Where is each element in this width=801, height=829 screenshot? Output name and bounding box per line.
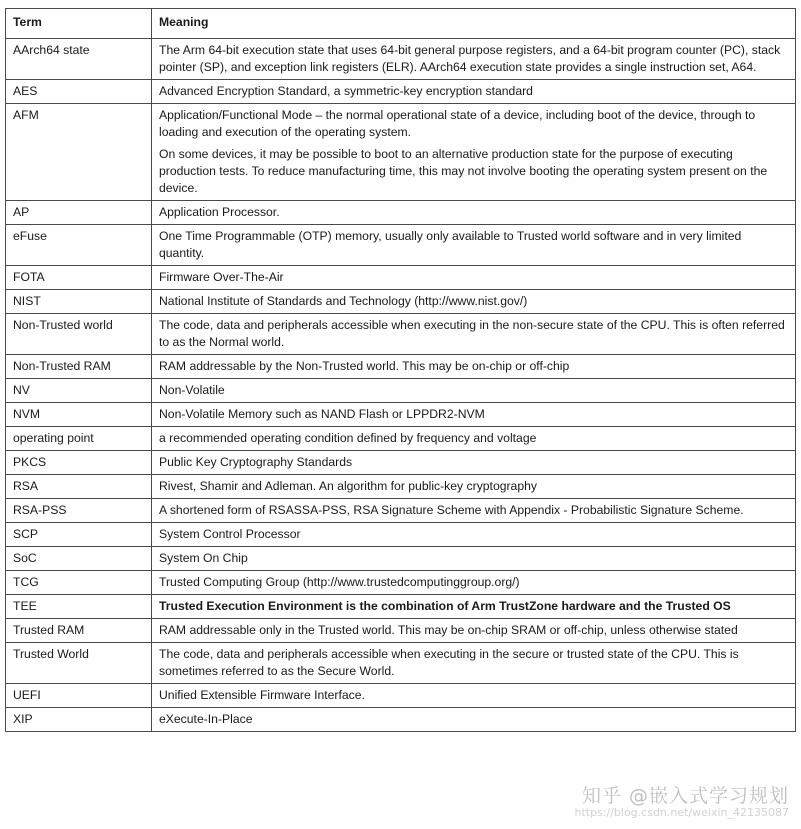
meaning-cell [152,104,796,201]
table-row [6,595,796,619]
meaning-cell [152,708,796,732]
meaning-paragraph: Unified Extensible Firmware Interface. [159,688,365,702]
table-row [6,403,796,427]
meaning-paragraph: Trusted Execution Environment is the combination of Arm TrustZone hardware and the Trusted OS [159,599,731,613]
term-cell: AArch64 state [6,39,152,80]
meaning-cell [152,290,796,314]
table-row [6,451,796,475]
term-cell: TEE [6,595,152,619]
table-row [6,619,796,643]
meaning-cell [152,595,796,619]
table-row [6,266,796,290]
table-row [6,547,796,571]
meaning-cell [152,619,796,643]
table-row [6,314,796,355]
watermark-text: 知乎 @嵌入式学习规划 [581,785,789,807]
meaning-paragraph: The code, data and peripherals accessible when executing in the non-secure state of the CPU. This is often referred to as the Normal world. [159,318,785,349]
meaning-paragraph: RAM addressable only in the Trusted world. This may be on-chip SRAM or off-chip, unless otherwise stated [159,623,738,637]
term-cell: Non-Trusted RAM [6,355,152,379]
table-row [6,499,796,523]
meaning-paragraph: Trusted Computing Group (http://www.trustedcomputinggroup.org/) [159,575,520,589]
meaning-cell [152,475,796,499]
meaning-cell [152,39,796,80]
term-cell: XIP [6,708,152,732]
meaning-paragraph: A shortened form of RSASSA-PSS, RSA Signature Scheme with Appendix - Probabilistic Signature Scheme. [159,503,744,517]
table-row [6,104,796,201]
meaning-cell [152,355,796,379]
meaning-cell [152,451,796,475]
watermark [574,781,789,819]
table-row [6,523,796,547]
header-meaning: Meaning [152,9,796,39]
meaning-paragraph: Public Key Cryptography Standards [159,455,353,469]
meaning-cell [152,80,796,104]
glossary-table [5,8,796,732]
table-row [6,39,796,80]
table-row [6,684,796,708]
table-row [6,643,796,684]
term-cell: UEFI [6,684,152,708]
meaning-cell [152,571,796,595]
meaning-cell [152,427,796,451]
term-cell: NV [6,379,152,403]
term-cell: AP [6,201,152,225]
meaning-paragraph: RAM addressable by the Non-Trusted world. This may be on-chip or off-chip [159,359,570,373]
term-cell: operating point [6,427,152,451]
meaning-paragraph: Non-Volatile [159,383,225,397]
term-cell: AFM [6,104,152,201]
term-cell: FOTA [6,266,152,290]
meaning-cell [152,684,796,708]
watermark-url: https://blog.csdn.net/weixin_42135087 [574,806,789,819]
meaning-paragraph: The Arm 64-bit execution state that uses 64-bit general purpose registers, and a 64-bit program counter (PC), stack pointer (SP), and exception link registers (ELR). AArch64 execution state provides a single instruction set, A64. [159,43,781,74]
meaning-paragraph: National Institute of Standards and Technology (http://www.nist.gov/) [159,294,528,308]
term-cell: Trusted RAM [6,619,152,643]
table-row [6,708,796,732]
meaning-paragraph: Application/Functional Mode – the normal operational state of a device, including boot of the device, through to loading and execution of the operating system. [159,108,756,139]
table-row [6,379,796,403]
meaning-paragraph: Advanced Encryption Standard, a symmetric-key encryption standard [159,84,533,98]
meaning-paragraph: System On Chip [159,551,248,565]
table-row [6,80,796,104]
table-row [6,571,796,595]
meaning-paragraph: a recommended operating condition defined by frequency and voltage [159,431,537,445]
table-header [6,9,796,39]
table-row [6,427,796,451]
meaning-cell [152,547,796,571]
term-cell: eFuse [6,225,152,266]
meaning-cell [152,643,796,684]
meaning-paragraph: One Time Programmable (OTP) memory, usually only available to Trusted world software and in very limited quantity. [159,229,742,260]
meaning-cell [152,403,796,427]
term-cell: RSA [6,475,152,499]
meaning-cell [152,314,796,355]
meaning-paragraph: The code, data and peripherals accessible when executing in the secure or trusted state of the CPU. This is sometimes referred to as the Secure World. [159,647,739,678]
table-row [6,355,796,379]
meaning-cell [152,523,796,547]
meaning-cell [152,266,796,290]
meaning-cell [152,499,796,523]
meaning-cell [152,379,796,403]
term-cell: PKCS [6,451,152,475]
term-cell: NIST [6,290,152,314]
table-row [6,225,796,266]
term-cell: Trusted World [6,643,152,684]
term-cell: NVM [6,403,152,427]
table-row [6,201,796,225]
table-row [6,290,796,314]
term-cell: RSA-PSS [6,499,152,523]
meaning-paragraph: Firmware Over-The-Air [159,270,284,284]
meaning-paragraph: System Control Processor [159,527,301,541]
table-body [6,39,796,732]
term-cell: AES [6,80,152,104]
term-cell: Non-Trusted world [6,314,152,355]
meaning-paragraph: eXecute-In-Place [159,712,253,726]
meaning-paragraph: Application Processor. [159,205,280,219]
table-row [6,475,796,499]
meaning-paragraph: On some devices, it may be possible to boot to an alternative production state for the purpose of executing production tests. To reduce manufacturing time, this may not involve booting the operating system present on the device. [159,147,768,195]
meaning-paragraph: Rivest, Shamir and Adleman. An algorithm for public-key cryptography [159,479,537,493]
term-cell: TCG [6,571,152,595]
meaning-cell [152,201,796,225]
header-term: Term [6,9,152,39]
term-cell: SCP [6,523,152,547]
term-cell: SoC [6,547,152,571]
meaning-paragraph: Non-Volatile Memory such as NAND Flash or LPPDR2-NVM [159,407,485,421]
meaning-cell [152,225,796,266]
